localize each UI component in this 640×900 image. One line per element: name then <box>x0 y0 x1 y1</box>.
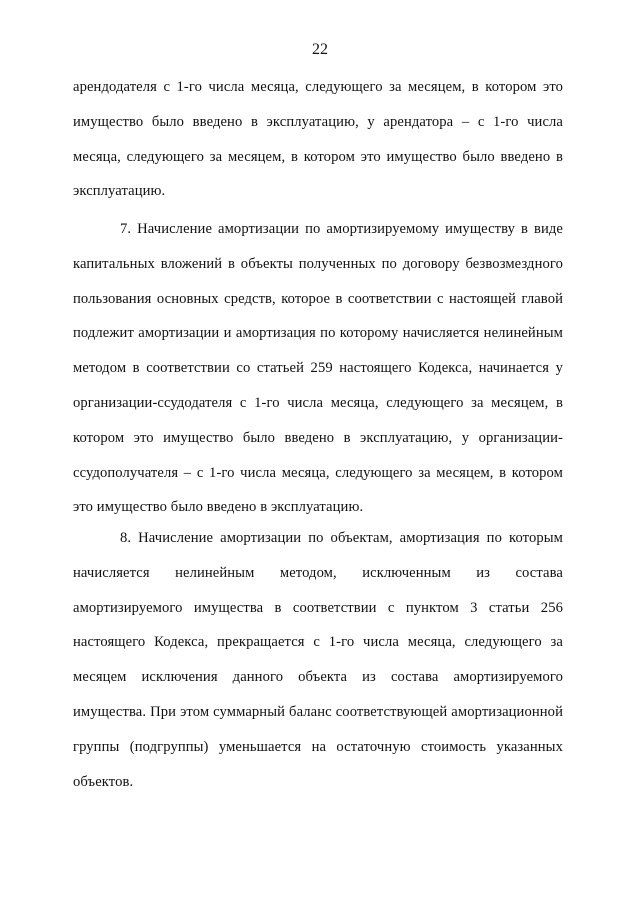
paragraph-item-7: 7. Начисление амортизации по амортизируемому имуществу в виде капитальных вложений в объекты полученных по договору безвозмездного пользования основных средств, которое в соответствии с настоящей главой подлежит амортизации и амортизация по которому начисляется нелинейным методом в соответствии со статьей 259 настоящего Кодекса, начинается у организации-ссудодателя с 1-го числа месяца, следующего за месяцем, в котором это имущество было введено в эксплуатацию, у организации-ссудополучателя – с 1-го числа месяца, следующего за месяцем, в котором это имущество было введено в эксплуатацию. <box>73 221 563 516</box>
paragraph-continuation: арендодателя с 1-го числа месяца, следующего за месяцем, в котором это имущество было введено в эксплуатацию, у арендатора – с 1-го числа месяца, следующего за месяцем, в котором это имущество было введено в эксплуатацию. <box>73 79 563 200</box>
paragraph-item-8: 8. Начисление амортизации по объектам, амортизация по которым начисляется нелинейным методом, исключенным из состава амортизируемого имущества в соответствии с пунктом 3 статьи 256 настоящего Кодекса, прекращается с 1-го числа месяца, следующего за месяцем исключения данного объекта из состава амортизируемого имущества. При этом суммарный баланс соответствующей амортизационной группы (подгруппы) уменьшается на остаточную стоимость указанных объектов. <box>73 530 563 790</box>
page-number: 22 <box>312 41 328 58</box>
